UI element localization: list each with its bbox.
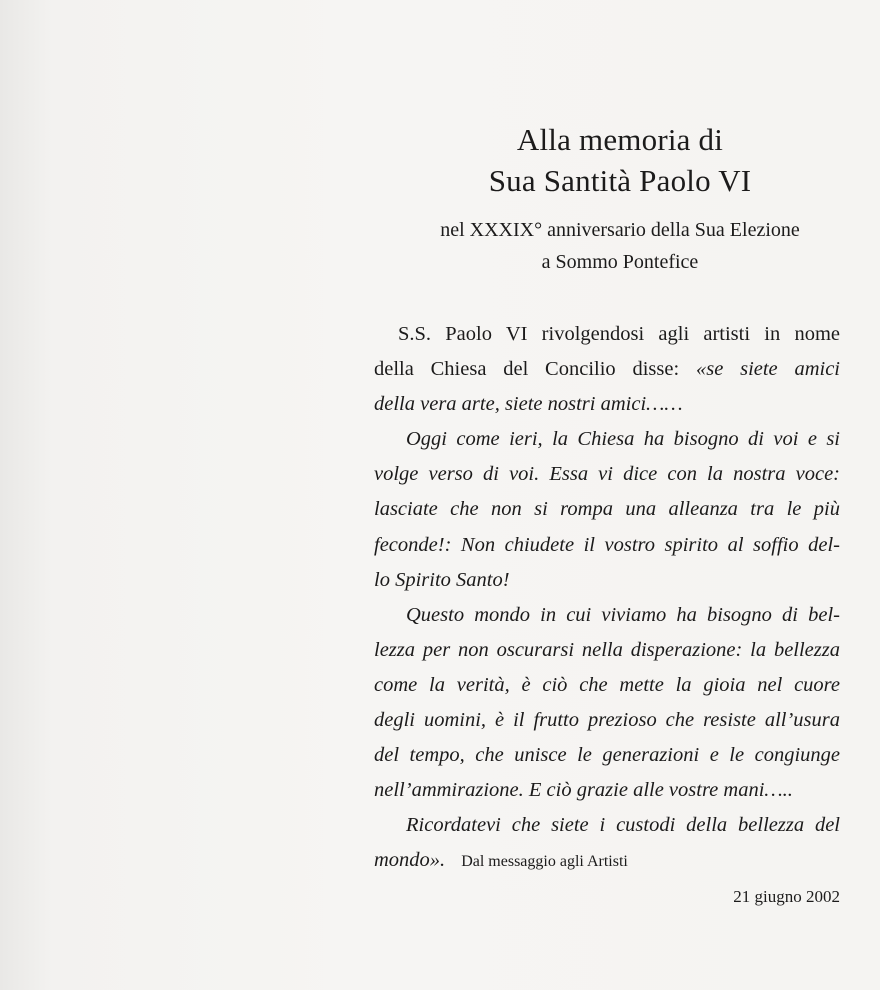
subheading-line-1: nel XXXIX° anniversario della Sua Elezione xyxy=(440,219,800,241)
quote-line-15: Ricordatevi che siete i custodi della bellezza del xyxy=(406,814,840,836)
quote-line-8: lo Spirito Santo! xyxy=(374,569,510,591)
quote-line-5: volge verso di voi. Essa vi dice con la nostra voce: xyxy=(374,463,840,485)
quote-intro-line-2 xyxy=(374,357,840,381)
quote-intro-plain: della Chiesa del Concilio disse: xyxy=(374,358,696,380)
quote-line-16 xyxy=(374,848,840,874)
quote-line-11: come la verità, è ciò che mette la gioia nel cuore xyxy=(374,674,840,696)
quote-line-6: lasciate che non si rompa una alleanza tra le più xyxy=(374,498,840,520)
quote-line-9: Questo mondo in cui viviamo ha bisogno di bel- xyxy=(406,604,840,626)
quote-line-13: del tempo, che unisce le generazioni e le congiunge xyxy=(374,744,840,766)
heading-line-2: Sua Santità Paolo VI xyxy=(488,163,752,198)
date: 21 giugno 2002 xyxy=(733,887,840,906)
quote-line-10: lezza per non oscurarsi nella disperazione: la bellezza xyxy=(374,639,840,661)
subheading-line-2: a Sommo Pontefice xyxy=(541,251,699,273)
quote-line-4: Oggi come ieri, la Chiesa ha bisogno di voi e si xyxy=(406,428,840,450)
quote-line-7: feconde!: Non chiudete il vostro spirito al soffio del- xyxy=(374,534,840,556)
quote-closing: mondo». xyxy=(374,849,446,871)
quote-line-12: degli uomini, è il frutto prezioso che resiste all’usura xyxy=(374,709,840,731)
quote-line-14: nell’ammirazione. E ciò grazie alle vostre mani….. xyxy=(374,779,793,801)
quote-source: Dal messaggio agli Artisti xyxy=(461,853,628,870)
quote-line-3: della vera arte, siete nostri amici…… xyxy=(374,393,683,415)
heading-line-1: Alla memoria di xyxy=(516,122,724,157)
quote-opening: «se siete amici xyxy=(695,358,840,380)
quote-intro-line-1: S.S. Paolo VI rivolgendosi agli artisti in nome xyxy=(398,323,840,345)
